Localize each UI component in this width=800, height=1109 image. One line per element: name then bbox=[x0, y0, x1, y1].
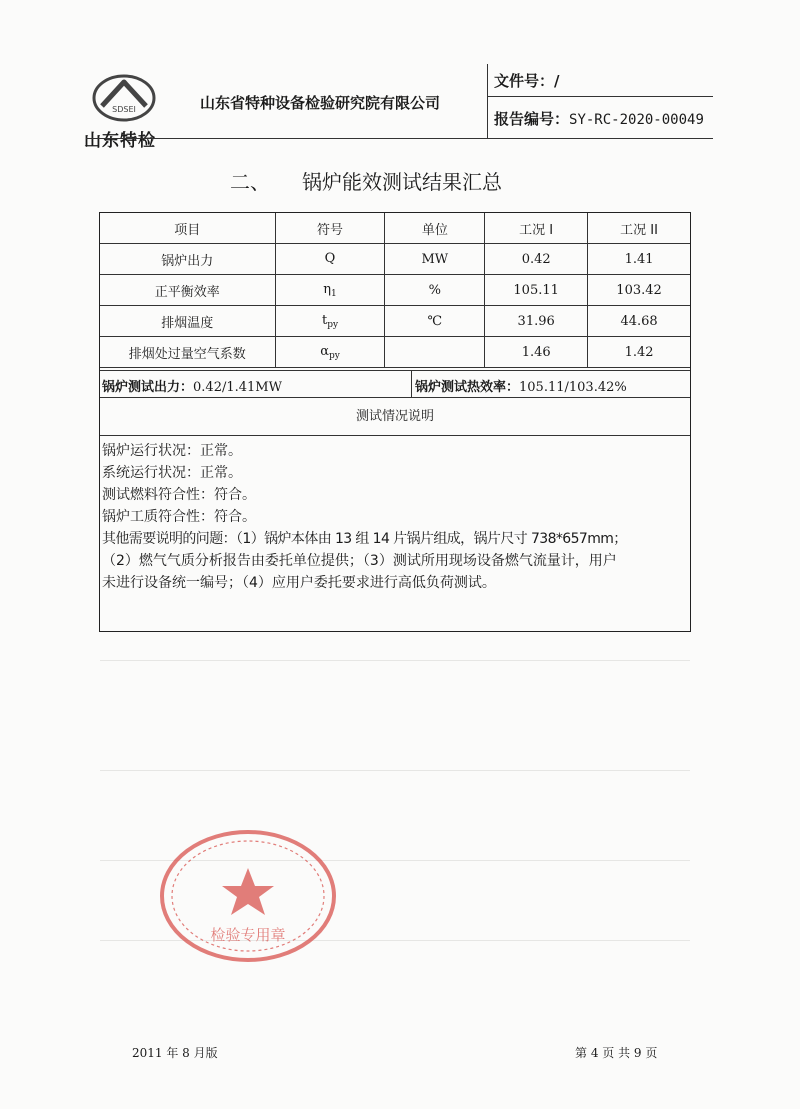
row-unit: MW bbox=[385, 244, 485, 275]
file-number-label: 文件号： bbox=[494, 72, 555, 90]
row-item: 排烟处过量空气系数 bbox=[100, 337, 276, 368]
report-number-label: 报告编号： bbox=[494, 110, 570, 128]
note-line: 锅炉运行状况：正常。 bbox=[102, 443, 242, 459]
row-symbol: Q bbox=[275, 244, 385, 275]
section-title bbox=[230, 166, 502, 195]
header-condition-1: 工况 I bbox=[485, 213, 588, 244]
row-item: 正平衡效率 bbox=[100, 275, 276, 306]
row-symbol: $t_{py}$ bbox=[275, 306, 385, 337]
test-efficiency-label: 锅炉测试热效率： bbox=[415, 380, 520, 395]
official-seal-icon bbox=[158, 826, 338, 966]
header-unit: 单位 bbox=[385, 213, 485, 244]
row-value-1: 105.11 bbox=[485, 275, 588, 306]
note-line: （2）燃气气质分析报告由委托单位提供；（3）测试所用现场设备燃气流量计，用户 bbox=[102, 553, 617, 569]
logo-mark: SDSEI bbox=[112, 105, 136, 114]
header-rule-main bbox=[86, 138, 713, 139]
header-symbol: 符号 bbox=[275, 213, 385, 244]
report-number bbox=[494, 108, 704, 129]
notes-title: 测试情况说明 bbox=[99, 398, 691, 436]
row-value-2: 103.42 bbox=[588, 275, 691, 306]
institute-name: 山东省特种设备检验研究院有限公司 bbox=[200, 94, 441, 112]
header-divider bbox=[487, 64, 488, 138]
note-line: 其他需要说明的问题：（1）锅炉本体由 13 组 14 片锅片组成，锅片尺寸 738*657mm； bbox=[102, 531, 627, 547]
file-number bbox=[494, 70, 560, 91]
row-value-1: 1.46 bbox=[485, 337, 588, 368]
row-value-2: 1.41 bbox=[588, 244, 691, 275]
row-unit: % bbox=[385, 275, 485, 306]
page-number: 第 4 页 共 9 页 bbox=[575, 1046, 658, 1060]
header-condition-2: 工况 II bbox=[588, 213, 691, 244]
row-value-1: 31.96 bbox=[485, 306, 588, 337]
row-symbol: $\eta_1$ bbox=[275, 275, 385, 306]
show-through-line bbox=[100, 770, 690, 771]
logo-caption: 山东特检 bbox=[84, 131, 156, 151]
header-rule bbox=[487, 96, 713, 97]
seal-text: 检验专用章 bbox=[210, 926, 286, 944]
note-line: 锅炉工质符合性：符合。 bbox=[102, 509, 256, 525]
test-output-value: 0.42/1.41MW bbox=[193, 380, 282, 395]
note-line: 系统运行状况：正常。 bbox=[102, 465, 242, 481]
note-line: 测试燃料符合性：符合。 bbox=[102, 487, 256, 503]
test-efficiency-value: 105.11/103.42% bbox=[519, 380, 627, 395]
row-value-2: 44.68 bbox=[588, 306, 691, 337]
row-item: 锅炉出力 bbox=[100, 244, 276, 275]
results-frame bbox=[99, 212, 691, 632]
header-item: 项目 bbox=[100, 213, 276, 244]
row-unit: ℃ bbox=[385, 306, 485, 337]
file-number-value: / bbox=[554, 72, 560, 90]
section-number: 二、 bbox=[230, 170, 270, 194]
row-symbol: $\alpha_{py}$ bbox=[275, 337, 385, 368]
test-output-label: 锅炉测试出力： bbox=[102, 380, 194, 395]
row-value-2: 1.42 bbox=[588, 337, 691, 368]
section-heading: 锅炉能效测试结果汇总 bbox=[302, 170, 502, 194]
report-number-value: SY-RC-2020-00049 bbox=[569, 112, 704, 128]
row-item: 排烟温度 bbox=[100, 306, 276, 337]
note-line: 未进行设备统一编号；（4）应用户委托要求进行高低负荷测试。 bbox=[102, 575, 496, 591]
edition-note: 2011 年 8 月版 bbox=[132, 1046, 218, 1060]
show-through-line bbox=[100, 660, 690, 661]
row-value-1: 0.42 bbox=[485, 244, 588, 275]
